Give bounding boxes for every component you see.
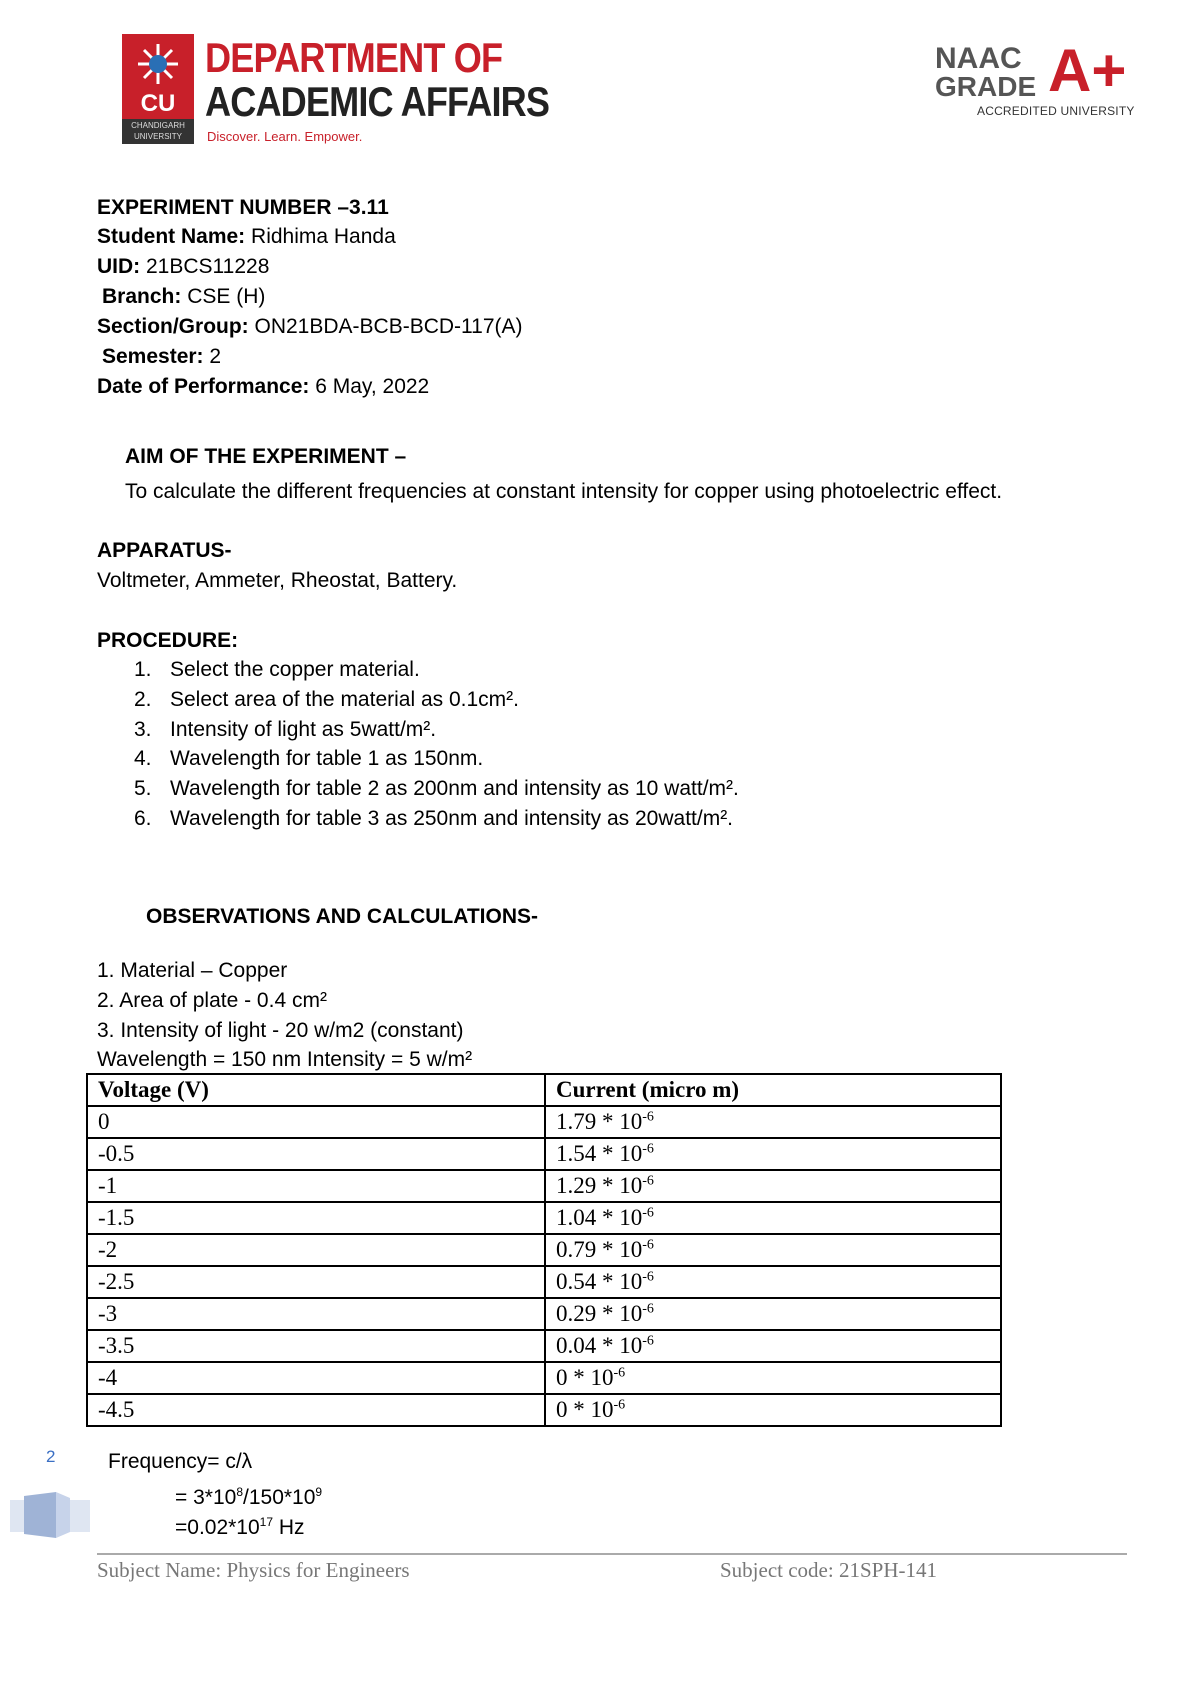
logo-subtext: CHANDIGARH UNIVERSITY: [122, 119, 194, 144]
table-row: [87, 1298, 1001, 1330]
table-row: [87, 1138, 1001, 1170]
student-branch: Branch: CSE (H): [102, 285, 266, 308]
student-section: Section/Group: ON21BDA-BCB-BCD-117(A): [97, 315, 523, 338]
voltage-cell: -4.5: [87, 1394, 545, 1426]
naac-accredited-text: ACCREDITED UNIVERSITY: [977, 104, 1135, 118]
frequency-formula: Frequency= c/λ: [108, 1450, 253, 1473]
tagline: Discover. Learn. Empower.: [207, 129, 363, 144]
voltage-cell: 0: [87, 1106, 545, 1138]
current-cell: $1.54 * 10^{-6}$: [545, 1138, 1001, 1170]
voltage-cell: -1: [87, 1170, 545, 1202]
footer-divider: [97, 1553, 1127, 1555]
frequency-result: $=0.02*10^{17}$ Hz: [175, 1515, 305, 1539]
table-row: [87, 1362, 1001, 1394]
page-corner-graphic-icon: [10, 1492, 90, 1538]
table-row: [87, 1330, 1001, 1362]
observations-heading: OBSERVATIONS AND CALCULATIONS-: [146, 905, 538, 928]
aim-text: To calculate the different frequencies at constant intensity for copper using photoelectric effect.: [125, 480, 1003, 503]
table-caption: Wavelength = 150 nm Intensity = 5 w/m²: [97, 1048, 473, 1071]
department-title-line2: ACADEMIC AFFAIRS: [205, 78, 550, 125]
university-logo: [122, 34, 194, 144]
student-name: Student Name: Ridhima Handa: [97, 225, 396, 248]
procedure-step: 6. Wavelength for table 3 as 250nm and intensity as 20watt/m².: [134, 807, 734, 830]
observation-intensity: 3. Intensity of light - 20 w/m2 (constant): [97, 1019, 464, 1042]
apparatus-text: Voltmeter, Ammeter, Rheostat, Battery.: [97, 569, 458, 592]
experiment-number: EXPERIMENT NUMBER –3.11: [97, 196, 389, 219]
observation-material: 1. Material – Copper: [97, 959, 288, 982]
student-uid: UID: 21BCS11228: [97, 255, 270, 278]
table-row: [87, 1266, 1001, 1298]
voltage-cell: -3: [87, 1298, 545, 1330]
aim-heading: AIM OF THE EXPERIMENT –: [125, 445, 407, 468]
table-row: [87, 1394, 1001, 1426]
procedure-step: 5. Wavelength for table 2 as 200nm and intensity as 10 watt/m².: [134, 777, 739, 800]
observation-area: 2. Area of plate - 0.4 cm²: [97, 989, 327, 1012]
voltage-current-table: [86, 1073, 1002, 1427]
frequency-substitution: = $3*10^8/150*10^9$: [175, 1485, 323, 1509]
procedure-step: 4. Wavelength for table 1 as 150nm.: [134, 747, 484, 770]
procedure-step: 3. Intensity of light as 5watt/m².: [134, 718, 437, 741]
voltage-cell: -2: [87, 1234, 545, 1266]
naac-text: NAAC: [935, 42, 1022, 75]
naac-grade-value: A+: [1048, 37, 1127, 104]
snowflake-emblem-icon: [136, 42, 180, 86]
table-row: [87, 1170, 1001, 1202]
voltage-cell: -4: [87, 1362, 545, 1394]
voltage-cell: -1.5: [87, 1202, 545, 1234]
voltage-column-header: Voltage (V): [87, 1074, 545, 1106]
naac-grade-text: GRADE: [935, 71, 1037, 102]
table-row: [87, 1106, 1001, 1138]
naac-badge: [935, 37, 1135, 124]
current-cell: $0 * 10^{-6}$: [545, 1394, 1001, 1426]
table-header-row: [87, 1074, 1001, 1106]
table-row: [87, 1234, 1001, 1266]
footer-subject-name: Subject Name: Physics for Engineers: [97, 1558, 410, 1582]
current-cell: $0.29 * 10^{-6}$: [545, 1298, 1001, 1330]
table-row: [87, 1202, 1001, 1234]
procedure-heading: PROCEDURE:: [97, 629, 239, 652]
student-semester: Semester: 2: [102, 345, 222, 368]
apparatus-heading: APPARATUS-: [97, 539, 232, 562]
procedure-step: 1. Select the copper material.: [134, 658, 420, 681]
logo-cu-text: CU: [140, 90, 176, 117]
current-cell: $0.79 * 10^{-6}$: [545, 1234, 1001, 1266]
department-title-line1: DEPARTMENT OF: [205, 34, 503, 81]
current-cell: $0.04 * 10^{-6}$: [545, 1330, 1001, 1362]
current-cell: $0.54 * 10^{-6}$: [545, 1266, 1001, 1298]
voltage-cell: -3.5: [87, 1330, 545, 1362]
current-cell: $1.79 * 10^{-6}$: [545, 1106, 1001, 1138]
current-cell: $1.04 * 10^{-6}$: [545, 1202, 1001, 1234]
current-column-header: Current (micro m): [545, 1074, 1001, 1106]
page-number: 2: [46, 1447, 56, 1466]
voltage-cell: -2.5: [87, 1266, 545, 1298]
procedure-step: 2. Select area of the material as 0.1cm².: [134, 688, 519, 711]
voltage-cell: -0.5: [87, 1138, 545, 1170]
current-cell: $0 * 10^{-6}$: [545, 1362, 1001, 1394]
date-of-performance: Date of Performance: 6 May, 2022: [97, 375, 430, 398]
footer-subject-code: Subject code: 21SPH-141: [720, 1558, 937, 1582]
current-cell: $1.29 * 10^{-6}$: [545, 1170, 1001, 1202]
